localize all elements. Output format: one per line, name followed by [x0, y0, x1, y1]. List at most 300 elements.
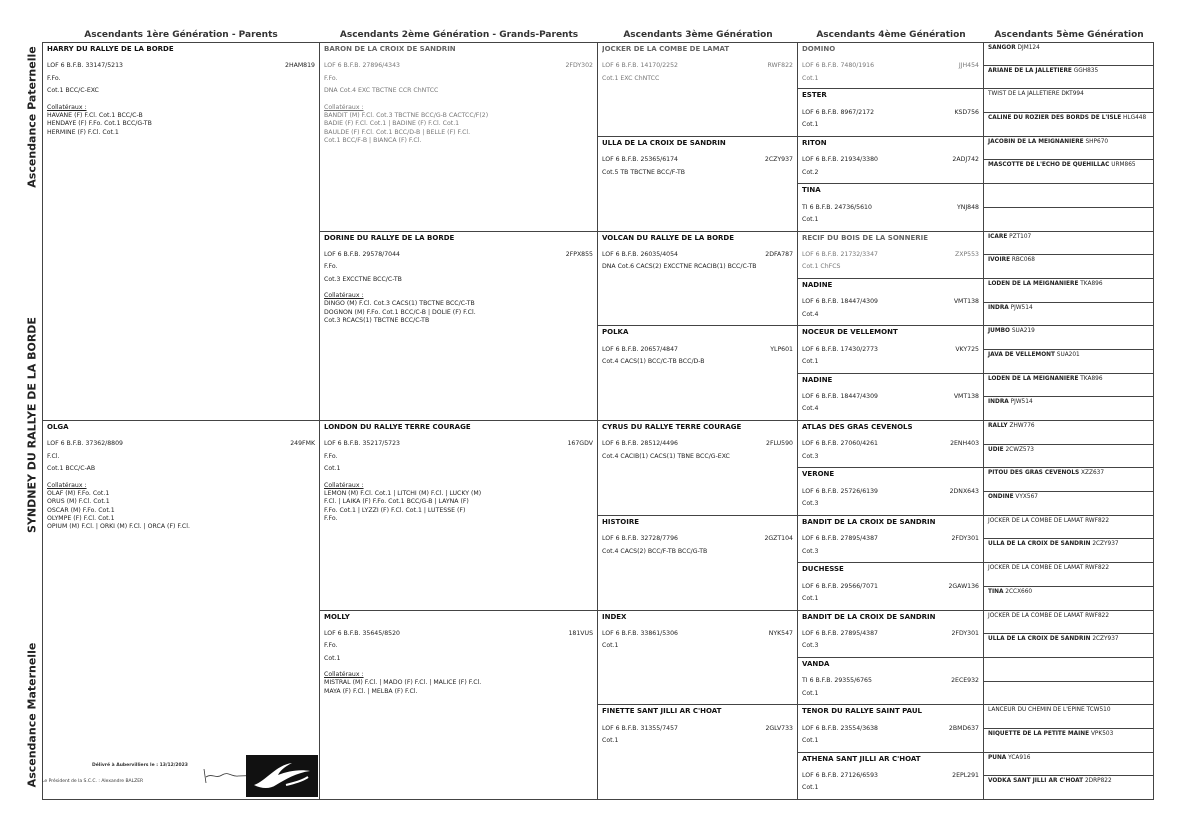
g4-ancestor-cell: [798, 232, 984, 279]
qualification: Cot.2: [802, 168, 819, 176]
registration-number: LOF 6 B.F.B. 21732/3347: [802, 250, 878, 258]
registration-number: LOF 6 B.F.B. 32728/7796: [602, 535, 678, 543]
ancestor-name: PUNA: [988, 754, 1007, 761]
registration-line: [802, 488, 979, 496]
g5-ancestor-cell: [984, 255, 1154, 279]
qualification: Cot.1: [802, 737, 819, 745]
tattoo-id: 2EPL291: [952, 772, 979, 780]
collaterals-title: Collatéraux :: [324, 292, 364, 300]
registration-number: LOF 6 B.F.B. 31355/7457: [602, 724, 678, 732]
qualification: Cot.1: [602, 737, 619, 745]
ancestor-name: TENOR DU RALLYE SAINT PAUL: [802, 707, 923, 716]
g3-ancestor-cell: [598, 421, 798, 516]
ancestor-name: RALLY: [988, 423, 1008, 429]
ancestor-name: CYRUS DU RALLYE TERRE COURAGE: [602, 423, 742, 431]
collateral-line: ORUS (M) F.Cl. Cot.1: [47, 498, 110, 506]
ancestor-name: INDEX: [602, 612, 627, 621]
ancestor-name: ULLA DE LA CROIX DE SANDRIN: [602, 138, 726, 147]
qualification: Cot.1: [802, 358, 819, 366]
tattoo-id: XZZ637: [1081, 470, 1105, 477]
collateral-line: F.Fo. Cot.1 | LYZZI (F) F.Cl. Cot.1 | LUTESSE (F): [324, 506, 466, 514]
g4-ancestor-cell: [798, 89, 984, 136]
registration-line: [802, 630, 979, 638]
registration-number: LOF 6 B.F.B. 8967/2172: [802, 108, 875, 116]
qualification: DNA Cot.4 EXC TBCTNE CCR ChNTCC: [324, 87, 439, 95]
tattoo-id: 181VUS: [568, 629, 593, 637]
registration-line: [602, 440, 793, 448]
ancestor-name: RECIF DU BOIS DE LA SONNERIE: [802, 233, 929, 242]
color-type: F.Fo.: [324, 452, 338, 460]
g3-ancestor-cell: [598, 326, 798, 421]
registration-number: LOF 6 B.F.B. 20657/4847: [602, 345, 678, 353]
registration-line: [602, 630, 793, 638]
registration-line: [802, 583, 979, 591]
collaterals-title: Collatéraux :: [324, 103, 364, 111]
registration-line: [602, 156, 793, 164]
g5-ancestor-cell: [984, 492, 1154, 516]
tattoo-id: VMT138: [953, 393, 979, 401]
registration-number: LOF 6 B.F.B. 33861/5306: [602, 629, 678, 637]
tattoo-id: TKA896: [1080, 280, 1103, 287]
tattoo-id: DKT994: [1061, 91, 1084, 98]
ancestor-name: DORINE DU RALLYE DE LA BORDE: [324, 233, 455, 242]
ancestor-name: JOCKER DE LA COMBE DE LAMAT: [988, 517, 1084, 524]
tattoo-id: SUA201: [1056, 351, 1080, 358]
registration-number: LOF 6 B.F.B. 26035/4054: [602, 250, 678, 258]
ancestor-name: LONDON DU RALLYE TERRE COURAGE: [324, 423, 471, 431]
collateral-line: HENDAYE (F) F.Fo. Cot.1 BCC/G-TB: [47, 120, 152, 128]
qualification: Cot.1 BCC/C-AB: [47, 465, 96, 473]
tattoo-id: 2ADJ742: [952, 156, 979, 164]
ancestor-name: VOLCAN DU RALLYE DE LA BORDE: [602, 233, 735, 242]
tattoo-id: PZT107: [1009, 233, 1032, 240]
ancestor-name: JOCKER DE LA COMBE DE LAMAT: [988, 612, 1084, 619]
collateral-line: OSCAR (M) F.Fo. Cot.1: [47, 506, 115, 514]
president-signature-label: Le Président de la S.C.C. : Alexandre BALZER: [42, 779, 144, 784]
tattoo-id: YCA916: [1008, 754, 1031, 761]
qualification: Cot.1: [802, 74, 819, 82]
g5-ancestor-cell: [984, 303, 1154, 327]
ancestor-name: JOCKER DE LA COMBE DE LAMAT: [988, 565, 1084, 572]
registration-line: [802, 346, 979, 354]
ancestor-name: BANDIT DE LA CROIX DE SANDRIN: [802, 517, 936, 526]
registration-number: LOF 6 B.F.B. 27126/6593: [802, 772, 878, 780]
qualification: Cot.4 CACS(2) BCC/F-TB BCC/G-TB: [602, 547, 708, 555]
g5-ancestor-cell: [984, 160, 1154, 184]
tattoo-id: 2DNX643: [949, 487, 979, 495]
ancestor-name: ULLA DE LA CROIX DE SANDRIN: [988, 636, 1091, 643]
ancestor-name: LODEN DE LA MEIGNANIERE: [988, 280, 1079, 287]
ancestor-name: MASCOTTE DE L'ECHO DE QUEHILLAC: [988, 162, 1110, 169]
registration-line: [802, 393, 979, 401]
registration-number: LOF 6 B.F.B. 29566/7071: [802, 582, 878, 590]
ancestor-name: NADINE: [802, 280, 833, 289]
registration-number: LOF 6 B.F.B. 25726/6139: [802, 487, 878, 495]
tattoo-id: PJW514: [1010, 399, 1033, 406]
tattoo-id: DJM124: [1017, 45, 1040, 51]
tattoo-id: TKA896: [1080, 375, 1103, 382]
tattoo-id: ZHW776: [1009, 423, 1035, 429]
header-generation-4: Ascendants 4ème Génération: [816, 30, 966, 40]
tattoo-id: 2CWZ573: [1005, 446, 1034, 453]
g5-ancestor-cell: [984, 587, 1154, 611]
ancestor-name: IVOIRE: [988, 257, 1011, 264]
ancestor-name: NADINE: [802, 375, 833, 384]
g3-ancestor-cell: [598, 705, 798, 800]
registration-number: LOF 6 B.F.B. 7480/1916: [802, 62, 875, 70]
tattoo-id: 2GLV733: [765, 724, 793, 732]
registration-number: LOF 6 B.F.B. 27895/4387: [802, 535, 878, 543]
collateral-line: MAYA (F) F.Cl. | MELBA (F) F.Cl.: [324, 687, 418, 695]
paternal-label: Ascendance Paternelle: [25, 46, 39, 188]
ancestor-name: LODEN DE LA MEIGNANIERE: [988, 375, 1079, 382]
registration-line: [602, 346, 793, 354]
registration-line: [602, 62, 793, 70]
registration-number: LOF 6 B.F.B. 14170/2252: [602, 62, 678, 70]
g2-ancestor-cell: [320, 42, 598, 232]
registration-line: [802, 109, 979, 117]
collateral-line: F.Cl. | LAIKA (F) F.Fo. Cot.1 BCC/G-B | LAYNA (F): [324, 498, 469, 506]
registration-line: [802, 677, 979, 685]
qualification: Cot.1: [802, 121, 819, 129]
tattoo-id: VPK503: [1090, 730, 1114, 737]
qualification: Cot.3: [802, 642, 819, 650]
g3-ancestor-cell: [598, 42, 798, 137]
tattoo-id: ZXP553: [954, 250, 979, 258]
tattoo-id: 2FDY301: [951, 629, 979, 637]
g5-ancestor-cell: [984, 326, 1154, 350]
tattoo-id: SHP670: [1085, 138, 1109, 145]
g5-ancestor-cell: [984, 539, 1154, 563]
g3-ancestor-cell: [598, 232, 798, 327]
ancestor-name: PITOU DES GRAS CEVENOLS: [988, 470, 1080, 477]
side-label-paternal: [22, 42, 42, 192]
g4-ancestor-cell: [798, 516, 984, 563]
ancestor-name: JUMBO: [988, 328, 1010, 335]
g5-ancestor-cell: [984, 208, 1154, 232]
registration-line: [47, 440, 315, 448]
registration-number: LOF 6 B.F.B. 21934/3380: [802, 156, 878, 164]
ancestor-name: JOCKER DE LA COMBE DE LAMAT: [602, 45, 730, 53]
tattoo-id: 167GDV: [567, 440, 593, 448]
header-generation-3: Ascendants 3ème Génération: [623, 30, 773, 40]
collateral-line: OPIUM (M) F.Cl. | ORKI (M) F.Cl. | ORCA (F) F.Cl.: [47, 523, 190, 531]
registration-number: LOF 6 B.F.B. 17430/2773: [802, 345, 878, 353]
g4-ancestor-cell: [798, 42, 984, 89]
ancestor-name: TWIST DE LA JALLETIERE: [988, 91, 1060, 98]
collateral-line: HERMINE (F) F.Cl. Cot.1: [47, 128, 119, 136]
tattoo-id: RWF822: [1085, 612, 1110, 619]
registration-line: [802, 156, 979, 164]
registration-number: LOF 6 B.F.B. 27895/4387: [802, 629, 878, 637]
g1-ancestor-cell: [42, 421, 320, 800]
g5-ancestor-cell: [984, 184, 1154, 208]
header-generation-2: Ascendants 2ème Génération - Grands-Parents: [339, 30, 579, 40]
registration-number: LOF 6 B.F.B. 35645/8520: [324, 629, 400, 637]
g5-ancestor-cell: [984, 563, 1154, 587]
tattoo-id: 2HAM819: [285, 62, 315, 70]
g4-ancestor-cell: [798, 326, 984, 373]
g5-ancestor-cell: [984, 232, 1154, 256]
collateral-line: DINGO (M) F.Cl. Cot.3 CACS(1) TBCTNE BCC/C-TB: [324, 300, 475, 308]
ancestor-name: BANDIT DE LA CROIX DE SANDRIN: [802, 612, 936, 621]
g5-ancestor-cell: [984, 350, 1154, 374]
tattoo-id: PJW514: [1010, 304, 1033, 311]
registration-number: LOF 6 B.F.B. 35217/5723: [324, 440, 400, 448]
tattoo-id: 2CZY937: [1092, 636, 1119, 643]
g5-ancestor-cell: [984, 753, 1154, 777]
registration-number: LOF 6 B.F.B. 18447/4309: [802, 298, 878, 306]
registration-number: LOF 6 B.F.B. 18447/4309: [802, 393, 878, 401]
ancestor-name: JAVA DE VELLEMONT: [988, 351, 1055, 358]
g5-ancestor-cell: [984, 421, 1154, 445]
color-type: F.Cl.: [47, 452, 60, 460]
g5-ancestor-cell: [984, 658, 1154, 682]
g5-ancestor-cell: [984, 374, 1154, 398]
g4-ancestor-cell: [798, 753, 984, 800]
registration-number: LOF 6 B.F.B. 37362/8809: [47, 440, 123, 448]
tattoo-id: 2FDY301: [951, 535, 979, 543]
registration-number: LOF 6 B.F.B. 25365/6174: [602, 156, 678, 164]
color-type: F.Fo.: [324, 74, 338, 82]
collaterals-title: Collatéraux :: [47, 103, 87, 111]
ancestor-name: ONDINE: [988, 494, 1014, 501]
qualification: Cot.3: [802, 500, 819, 508]
registration-line: [47, 62, 315, 70]
tattoo-id: 2ECE932: [951, 677, 979, 685]
qualification: DNA Cot.6 CACS(2) EXCCTNE RCACIB(1) BCC/C-TB: [602, 263, 757, 271]
g1-ancestor-cell: [42, 42, 320, 421]
tattoo-id: VKY725: [955, 345, 979, 353]
ancestor-name: BARON DE LA CROIX DE SANDRIN: [324, 45, 456, 53]
g5-ancestor-cell: [984, 634, 1154, 658]
registration-line: [602, 535, 793, 543]
tattoo-id: 2FDY302: [565, 62, 593, 70]
ancestor-name: ICARE: [988, 233, 1008, 240]
qualification: Cot.4 CACS(1) BCC/C-TB BCC/D-B: [602, 358, 705, 366]
registration-number: LOF 6 B.F.B. 23554/3638: [802, 724, 878, 732]
ancestor-name: ULLA DE LA CROIX DE SANDRIN: [988, 541, 1091, 548]
registration-line: [602, 251, 793, 259]
collateral-line: BANDIT (M) F.Cl. Cot.3 TBCTNE BCC/G-B CACTCC/F(2): [324, 111, 489, 119]
g4-ancestor-cell: [798, 279, 984, 326]
qualification: Cot.1: [802, 689, 819, 697]
header-generation-5: Ascendants 5ème Génération: [994, 30, 1144, 40]
ancestor-name: UDIE: [988, 446, 1004, 453]
g5-ancestor-cell: [984, 89, 1154, 113]
ancestor-name: ATHENA SANT JILLI AR C'HOAT: [802, 754, 921, 763]
qualification: Cot.1: [324, 654, 341, 662]
qualification: Cot.1: [324, 465, 341, 473]
ancestor-name: JACOBIN DE LA MEIGNANIERE: [988, 138, 1084, 145]
registration-line: [802, 251, 979, 259]
qualification: Cot.1: [602, 642, 619, 650]
collaterals-title: Collatéraux :: [324, 481, 364, 489]
color-type: F.Fo.: [47, 74, 61, 82]
registration-line: [324, 440, 593, 448]
ancestor-name: VANDA: [802, 659, 830, 668]
qualification: Cot.1: [802, 215, 819, 223]
ancestor-name: DUCHESSE: [802, 565, 844, 574]
ancestor-name: TINA: [988, 588, 1004, 595]
registration-number: TI 6 B.F.B. 24736/5610: [802, 203, 872, 211]
tattoo-id: 2FLU590: [766, 440, 793, 448]
ancestor-name: VODKA SANT JILLI AR C'HOAT: [988, 778, 1084, 785]
registration-line: [802, 772, 979, 780]
qualification: Cot.3: [802, 452, 819, 460]
ancestor-name: INDRA: [988, 304, 1009, 311]
ancestor-name: POLKA: [602, 328, 629, 337]
registration-number: LOF 6 B.F.B. 27060/4261: [802, 440, 878, 448]
g4-ancestor-cell: [798, 705, 984, 752]
qualification: Cot.1: [802, 594, 819, 602]
registration-line: [802, 204, 979, 212]
color-type: F.Fo.: [324, 263, 338, 271]
tattoo-id: NYK547: [768, 629, 793, 637]
collateral-line: BADIE (F) F.Cl. Cot.1 | BADINE (F) F.Cl. Cot.1: [324, 120, 460, 128]
registration-number: LOF 6 B.F.B. 33147/5213: [47, 62, 123, 70]
tattoo-id: 2GAW136: [948, 582, 979, 590]
issued-date: Délivré à Aubervilliers le : 13/12/2023: [92, 763, 188, 768]
ancestor-name: ESTER: [802, 91, 827, 100]
ancestor-name: NIQUETTE DE LA PETITE MAINE: [988, 730, 1090, 737]
ancestor-name: CALINE DU ROZIER DES BORDS DE L'ISLE: [988, 115, 1122, 122]
side-label-maternal: [22, 640, 42, 790]
qualification: Cot.1 ChFCS: [802, 263, 841, 271]
collateral-line: HAVANE (F) F.Cl. Cot.1 BCC/C-B: [47, 111, 143, 119]
ancestor-name: FINETTE SANT JILLI AR C'HOAT: [602, 707, 722, 716]
g3-ancestor-cell: [598, 611, 798, 706]
tattoo-id: YLP601: [770, 345, 793, 353]
ancestor-name: LANCEUR DU CHEMIN DE L'EPINE: [988, 707, 1085, 714]
g2-ancestor-cell: [320, 421, 598, 611]
ancestor-name: HARRY DU RALLYE DE LA BORDE: [47, 45, 174, 53]
registration-number: LOF 6 B.F.B. 28512/4496: [602, 440, 678, 448]
tattoo-id: GGH835: [1073, 67, 1099, 74]
ancestor-name: RITON: [802, 138, 827, 147]
g5-ancestor-cell: [984, 279, 1154, 303]
g4-ancestor-cell: [798, 374, 984, 421]
registration-line: [802, 535, 979, 543]
g2-ancestor-cell: [320, 232, 598, 422]
tattoo-id: 2CZY937: [1092, 541, 1119, 548]
collateral-line: OLYMPE (F) F.Cl. Cot.1: [47, 514, 115, 522]
qualification: Cot.4 CACIB(1) CACS(1) TBNE BCC/G-EXC: [602, 452, 730, 460]
registration-number: LOF 6 B.F.B. 29578/7044: [324, 250, 400, 258]
ancestor-name: DOMINO: [802, 45, 836, 53]
tattoo-id: RBC068: [1011, 257, 1035, 264]
ancestor-name: MOLLY: [324, 612, 350, 621]
qualification: Cot.1: [802, 784, 819, 792]
qualification: Cot.1 BCC/C-EXC: [47, 87, 99, 95]
ancestor-name: ARIANE DE LA JALLETIERE: [988, 67, 1072, 74]
collateral-line: Cot.3 RCACS(1) TBCTNE BCC/C-TB: [324, 317, 430, 325]
tattoo-id: 2DFA787: [765, 250, 793, 258]
tattoo-id: URM865: [1111, 162, 1136, 169]
g5-ancestor-cell: [984, 42, 1154, 66]
g3-ancestor-cell: [598, 137, 798, 232]
collateral-line: DOGNON (M) F.Fo. Cot.1 BCC/C-B | DOLIE (F) F.Cl.: [324, 308, 476, 316]
side-label-subject: [22, 290, 42, 560]
registration-line: [324, 251, 593, 259]
registration-number: TI 6 B.F.B. 29355/6765: [802, 677, 872, 685]
ancestor-name: SANGOR: [988, 45, 1016, 51]
g5-ancestor-cell: [984, 445, 1154, 469]
ancestor-name: OLGA: [47, 423, 69, 431]
ancestor-name: INDRA: [988, 399, 1009, 406]
g4-ancestor-cell: [798, 563, 984, 610]
g4-ancestor-cell: [798, 421, 984, 468]
tattoo-id: 249FMK: [290, 440, 315, 448]
tattoo-id: KSD756: [954, 108, 979, 116]
tattoo-id: VMT138: [953, 298, 979, 306]
color-type: F.Fo.: [324, 642, 338, 650]
qualification: Cot.4: [802, 405, 819, 413]
g5-ancestor-cell: [984, 729, 1154, 753]
collateral-line: MISTRAL (M) F.Cl. | MADO (F) F.Cl. | MALICE (F) F.Cl.: [324, 679, 482, 687]
scc-logo-icon: [246, 755, 318, 797]
qualification: Cot.3 EXCCTNE BCC/C-TB: [324, 275, 402, 283]
g2-ancestor-cell: [320, 611, 598, 801]
g5-ancestor-cell: [984, 705, 1154, 729]
registration-number: LOF 6 B.F.B. 27896/4343: [324, 62, 400, 70]
collateral-line: LEMON (M) F.Cl. Cot.1 | LITCHI (M) F.Cl. | LUCKY (M): [324, 489, 482, 497]
collateral-line: OLAF (M) F.Fo. Cot.1: [47, 489, 110, 497]
g5-ancestor-cell: [984, 682, 1154, 706]
g5-ancestor-cell: [984, 66, 1154, 90]
g3-ancestor-cell: [598, 516, 798, 611]
ancestor-name: ATLAS DES GRAS CEVENOLS: [802, 423, 913, 431]
tattoo-id: TCW510: [1086, 707, 1111, 714]
g5-ancestor-cell: [984, 776, 1154, 800]
subject-name: SYNDNEY DU RALLYE DE LA BORDE: [25, 317, 39, 533]
registration-line: [324, 62, 593, 70]
g5-ancestor-cell: [984, 113, 1154, 137]
maternal-label: Ascendance Maternelle: [25, 642, 39, 788]
header-generation-1: Ascendants 1ère Génération - Parents: [84, 30, 278, 40]
g4-ancestor-cell: [798, 184, 984, 231]
g4-ancestor-cell: [798, 137, 984, 184]
tattoo-id: YNJ848: [956, 203, 979, 211]
collateral-line: F.Fo.: [324, 514, 338, 522]
g5-ancestor-cell: [984, 516, 1154, 540]
g4-ancestor-cell: [798, 611, 984, 658]
tattoo-id: SUA219: [1011, 328, 1035, 335]
qualification: Cot.4: [802, 310, 819, 318]
registration-line: [802, 62, 979, 70]
g5-ancestor-cell: [984, 137, 1154, 161]
registration-line: [602, 725, 793, 733]
tattoo-id: 2CZY937: [764, 156, 793, 164]
tattoo-id: 2FPX855: [565, 250, 593, 258]
tattoo-id: 2CCX660: [1005, 588, 1033, 595]
tattoo-id: 2ENH403: [950, 440, 979, 448]
tattoo-id: RWF822: [1085, 565, 1110, 572]
collateral-line: BAULDE (F) F.Cl. Cot.1 BCC/D-B | BELLE (F) F.Cl.: [324, 128, 471, 136]
g4-ancestor-cell: [798, 468, 984, 515]
registration-line: [802, 725, 979, 733]
tattoo-id: RWF822: [1085, 517, 1110, 524]
ancestor-name: TINA: [802, 186, 821, 195]
tattoo-id: 2GZT104: [764, 535, 793, 543]
tattoo-id: HLG448: [1123, 115, 1147, 122]
qualification: Cot.5 TB TBCTNE BCC/F-TB: [602, 168, 686, 176]
tattoo-id: 2BMD637: [948, 724, 979, 732]
registration-line: [324, 630, 593, 638]
ancestor-name: VERONE: [802, 470, 835, 479]
collaterals-title: Collatéraux :: [47, 481, 87, 489]
tattoo-id: RWF822: [767, 62, 793, 70]
